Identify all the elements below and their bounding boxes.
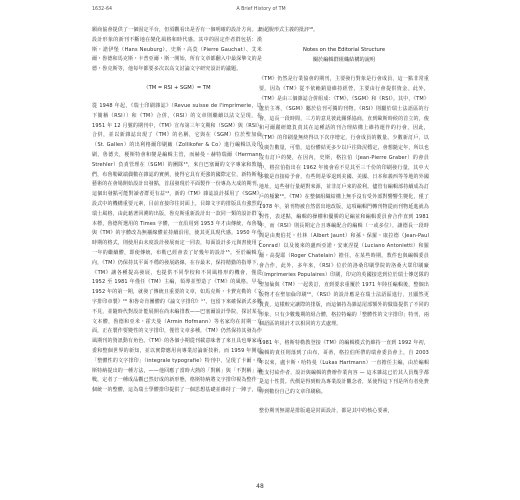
section-heading-zh: 關於編輯群組織結構的說明 xyxy=(312,56,376,63)
running-title: A Brief History of TM xyxy=(236,7,286,12)
right-paragraph-1: 《TM》仍然是行業協會的期刊，主要發行對象是行會成員，這一點非常重要。因為《TM》從不依賴銷量維持經營，主要由行會提供資金。此外，《TM》是由三個雜誌合併組成：《TM》、《SGM》和《RSI》。其中，《TM》處於主導，《SGM》屬於信刊可獨的刊物。《RSI》則屬於瑞士法語區的行會，這長一段時間，三方的意見彼此關係協商，直到歐斯時候的首立的，俊和可爾麗研總負責其在這種話的刊合理結構上維持運作的行會，因此，《TM》的印刷量無終得以下次序增定，行會成員的數量、少數新訂戶，以及廣告數量，可惜，這份體結更多少以戶往降況穩定，會想隨定年，所以也沒有訂戶的變，在因內，史斯，格拉伯（Jean-Pierre Graber）的會員中，格拉伯指出在 1962 年後會看不見其至三千份的印刷發行量，其中大多數是直接給予會，有些則是零退到美國、美國、日本和義西等等地的外國地址，這些發行量絕對來源，並非訂戶來的盈利。儘管有編輯部持續成為訂戶的頻繁¹⁹。《TM》在整個組織結構上無手沒有受外部對響響生變化，僅了 1978 年，第刊物被自然當出地改版，這項編輯門轉刊物從而刊物延進就為對性，表述點，編輯的操權和優勝的足編並和編輯委員會合作直到 1981 年，而《RSI》則長期定合且專編配合的編輯（一或多位），讓德長一段時間是由奧伯托・杜林（Albert Jaunt）和孫・保羅・康拉德（Jean-Paul Conrad）以及後來的盧西亞諾・安東涅提（Luciano Antonietti）和羅爾・高提耶（Roger Chatelain）擔任。在某些時期，教件也與編輯委員會合作，此外，多年來，《RSI》位於的洛桑印刷學院的洛桑大眾印刷廠（Imprimeries Populaires）印刷，印完的英國接送到位於瑞士傳送隊的聖加倫與《TM》一起裝訂，直到要求重覆於 1971 年陸任編輯後，整個出版物才在聖加倫印刷¹⁰，《RSI》的設計應是在瑞士法語區進行，且顯然更貴貴，這樣較完讓際的排版，而這個持為雜誌尾部額外的做篇提供了不同的形象，只有少數幾期的組合體，格拉特編的「整體性的文字排印」特刊，兩個語區的組計才以相同的方式處理。 xyxy=(259,76,429,328)
right-paragraph-3: 整份期刊無謂是排版還是封面設計，都是其中的核心要素， xyxy=(259,407,393,414)
section-heading-en: Notes on the Editorial Structure xyxy=(302,46,386,53)
left-paragraph-2: 從 1948 年起，《瑞士印刷雜誌》（Revue suisse de l'imprimerie，以下簡稱（RSI））和《TM》合併，（RSI）的文章則繼續以法文呈現，在 1951 年 12 月號的期刊中，《TM》宣布第三年文期和（SGM）與（RSI）合併，並以新雜誌出現了《TM》的名稱，它與在（SGM）位於聖加倫（St. Gallen）的出利格爾印刷廠（Zollikofer & Co）進行編輯以及印刷，魯德夫，梗斯特會和變是編輯主管，而赫曼・赫特瑞爾（Hermann Strehler）負責管理在（SGM）的團隊¹³，來自巴塞爾的文字專家和教師們，布魯勒歐端偶數在雜誌的實例，使得它具有更強的國際定位，新特斯和藝術的在會場開始設計出發點，首屆發現於平面製作一份專為大成的期刊，這個出發點可能對讀者群更有益¹⁴，新的《TM》雜誌設計採用了《SGM》設式中的機構重要元素，目前直接印往封面上，目錄文字的排版具有強烈的瑞士風格，由此藉著回溯的出版，魯克斯重新設計出一款同一類的設計群文本標，魯德所選用的 Times 字體，一直沿用到 1953 年才由傳統，布魯勒與《TM》的字體改為無襯線體並持續沿用，使其更具現代感。1950 年代時期的格式，則使用由未度設計發展而定一同表，每面設計多元與書使用了一年的繼續體，即使傳統，布勒已經會表了好幾年的設計¹⁵。至於編輯方向，《TM》仍保持其平面不穩的發展路線，在存最末，保持精勤的指導下，《TM》讓各種提高發展，也提供不同學校和不同風格形的機會，僅從 1952 至 1981 年僅任《TM》主編，領導並塑造了《TM》的風格。早在 1952 年的第一期，就發了傳統且重要的文章，如馬克斯・卡費克勒的《文字排印章製》¹⁶ 和魯奇肯團體的《論文字排印》¹⁷，包留下來確保新式多數不見，並隨時代對設計能展開在尚未編排教——巴塞爾設計學院，探討某在文本體，魯德和亞米・霍夫曼（Armin Hofmann）等名家均在封期一方面，正在製作要變性的文字排印，僅管文章多種，《TM》仍然保持其發為作風期刊的資訊動有角色。《TM》的各個小期從刊載意味著了來且具也專家或委和整個世界的新知，並以實際應用向專業討論新技術，而 1959 年開於「整體性的文字排印」（integrale typografie）特刊中，呈現了卡爾・格斯特納提出的一種方法，——他回應了當時大熱的「對稱」與「不對稱」論戰，定者了一種成品觀已然好成的新形態，格斯特納將文字排印視為整作一個統一的整體，這為瑞士學體排印提供了一個思想基礎並維持了一陣子，從 xyxy=(92,102,263,394)
running-header xyxy=(92,7,430,17)
formula-line: （TM = RSI + SGM）= TM xyxy=(143,84,211,91)
page-range: 1632-64 xyxy=(92,7,113,12)
section-heading xyxy=(259,46,429,66)
right-paragraph-0: 而超脫形式主義的批評¹⁸。 xyxy=(259,27,319,33)
left-paragraph-1: 願商協會提供了一個固定平台，但須觀看出是否有一個明確的設計方向。去設計形象的新刊不斷地在變化風格和時代感。其中的固定作者群包括：漢斯・諾伊堡（Hans Neuburg）、史斯・高莫（Pierre Gauchat）、艾米爾・魯德和馬克斯・卡普亞爾・斯一開始，所有文章都翻入中最深摯文的是德・魯克斯等，他每年都要多次以高文討論文字研究設計的議題。 xyxy=(92,27,262,73)
left-column xyxy=(92,26,262,396)
page-number: 48 xyxy=(256,483,264,490)
right-column xyxy=(259,26,429,417)
right-paragraph-2: 1981 年，格斯特勒教登接《TM》的編輯模式仍維持一直到 1992 年初，編輯的責任則落到了由布，哥蒂，格拉伯所帶的瑞會委員會上，自 2003 年以來，盧卡斯・哈特曼（Lukas Hartmann）一直擔任主編，由於編輯能支付給作者，設計與編輯的費辦作業內容 — 這本雜誌已於其人員幾乎都是這十性質。代價是得到較為專業設計觀念者，某使得這下刊是所有者免費得到數份自己的文章印刷稿。 xyxy=(259,340,429,396)
